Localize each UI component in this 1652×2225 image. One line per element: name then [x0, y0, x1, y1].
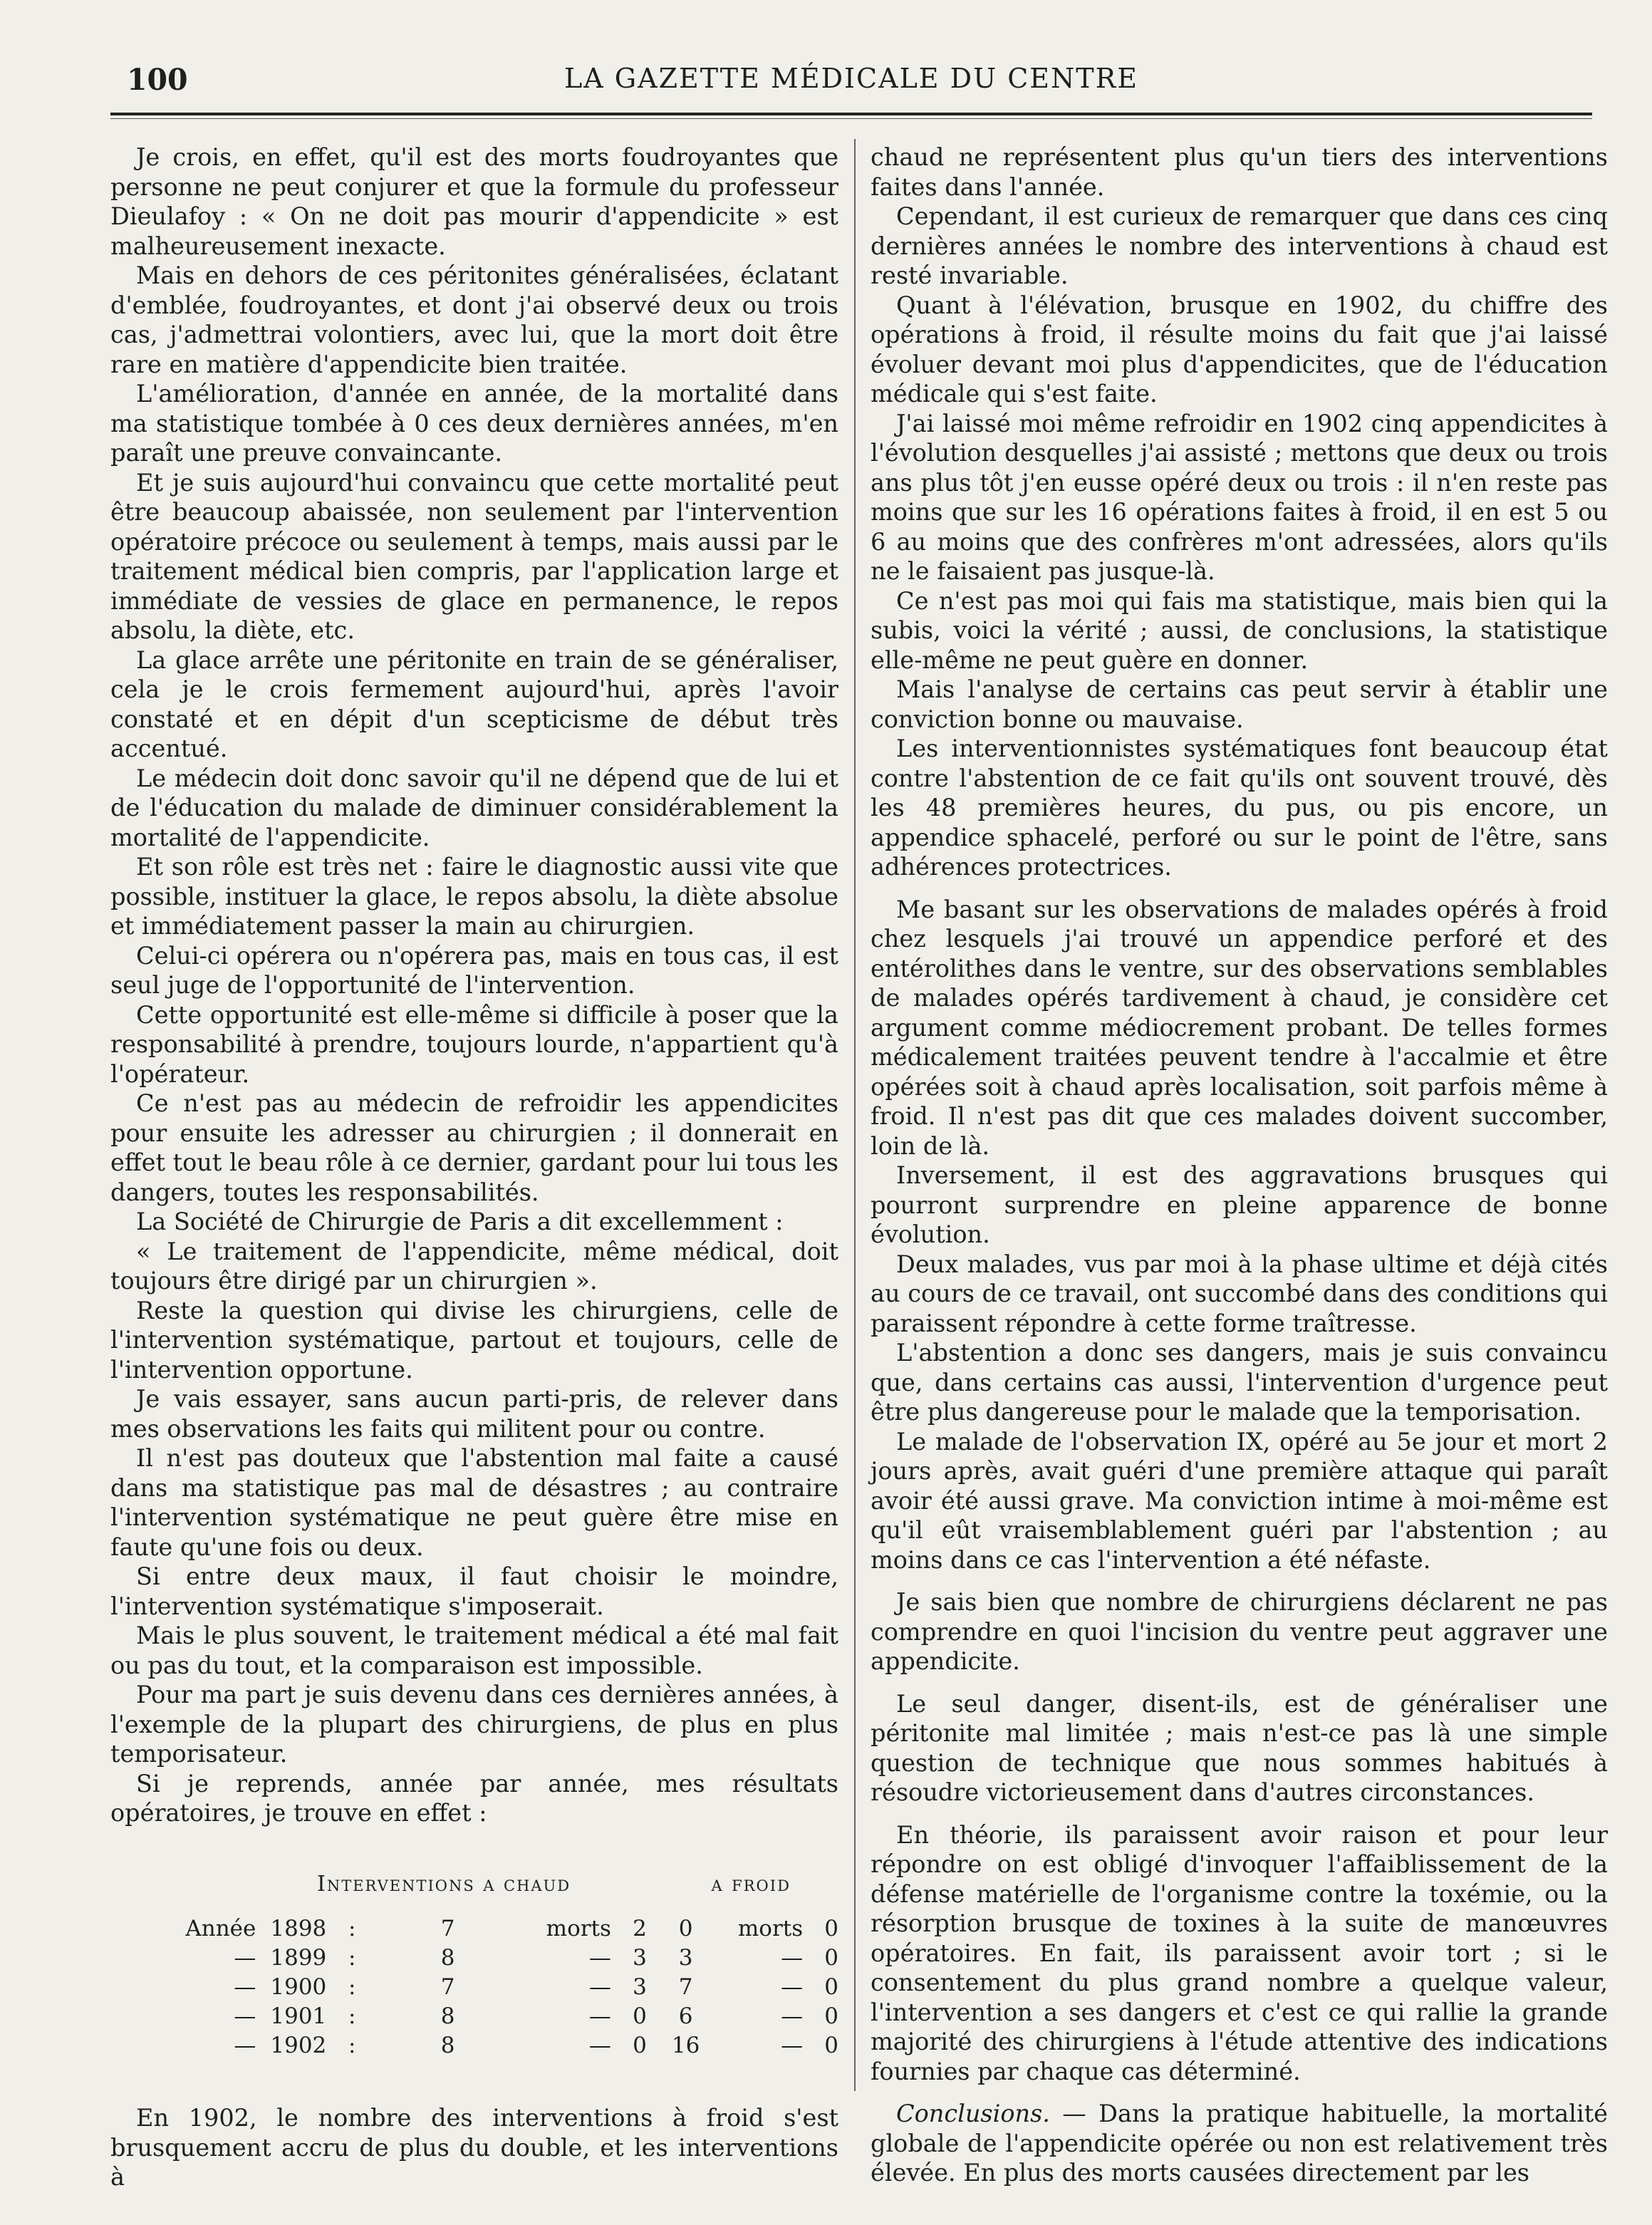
row-year: 1901 [270, 2003, 327, 2029]
paragraph: Quant à l'élévation, brusque en 1902, du chiffre des opérations à froid, il résulte moins du fait que j'ai laissé évoluer devant moi plus d'appendicites, que de l'éducation médicale qui s'est faite. [871, 291, 1608, 408]
paragraph: Me basant sur les observations de malades opérés à froid chez lesquels j'ai trouvé un appendice perforé et des entérolithes dans le ventre, sur des observations semblables de malades opérés tardivement à chaud, je considère cet argument comme médiocrement probant. De telles formes médicalement traitées peuvent tendre à l'accalmie et être opérées soit à chaud après localisation, soit parfois même à froid. Il n'est pas dit que ces malades doivent succomber, loin de là. [871, 895, 1608, 1160]
row-year: 1898 [270, 1916, 327, 1941]
right-column [871, 142, 1608, 2188]
paragraph: Je vais essayer, sans aucun parti-pris, de relever dans mes observations les faits qui militent pour ou contre. [110, 1385, 838, 1443]
paragraph: Si entre deux maux, il faut choisir le moindre, l'intervention systématique s'imposerait. [110, 1562, 838, 1620]
page-header [114, 63, 1589, 105]
header-rule-thin [110, 118, 1592, 119]
morts-froid-label: morts [737, 1916, 804, 1941]
row-label: — [234, 2033, 256, 2058]
morts-froid: 0 [824, 2003, 839, 2029]
journal-title: LA GAZETTE MÉDICALE DU CENTRE [564, 63, 1138, 94]
left-paragraphs [110, 142, 838, 1828]
morts-froid-label: — [781, 1945, 804, 1971]
paragraph: Mais l'analyse de certains cas peut servir à établir une conviction bonne ou mauvaise. [871, 675, 1608, 733]
row-label: — [234, 2003, 256, 2029]
paragraph: Et son rôle est très net : faire le diagnostic aussi vite que possible, instituer la glace, le repos absolu, la diète absolue et immédiatement passer la main au chirurgien. [110, 853, 838, 940]
left-column [110, 142, 838, 2192]
paragraph: Je crois, en effet, qu'il est des morts foudroyantes que personne ne peut conjurer et que la formule du professeur Dieulafoy : « On ne doit pas mourir d'appendicite » est malheureusement inexacte. [110, 143, 838, 260]
row-year: 1902 [270, 2033, 327, 2058]
table-row [110, 1973, 838, 2002]
morts-chaud-label: — [588, 2033, 611, 2058]
paragraph: Le médecin doit donc savoir qu'il ne dépend que de lui et de l'éducation du malade de diminuer considérablement la mortalité de l'appendicite. [110, 764, 838, 851]
paragraph: Le seul danger, disent-ils, est de généraliser une péritonite mal limitée ; mais n'est-ce pas là une simple question de technique que nous sommes habitués à résoudre victorieusement dans d'autres circonstances. [871, 1689, 1608, 1806]
morts-chaud-label: morts [546, 1916, 611, 1941]
paragraph: Deux malades, vus par moi à la phase ultime et déjà cités au cours de ce travail, ont succombé dans des conditions qui paraissent répondre à cette forme traîtresse. [871, 1250, 1608, 1337]
interventions-froid: 0 [678, 1916, 693, 1941]
interventions-froid: 6 [678, 2003, 693, 2029]
morts-chaud-label: — [588, 2003, 611, 2029]
paragraph: L'abstention a donc ses dangers, mais je suis convaincu que, dans certains cas aussi, l'intervention d'urgence peut être plus dangereuse pour le malade que la temporisation. [871, 1339, 1608, 1426]
row-colon: : [348, 2033, 356, 2058]
paragraph: Celui-ci opérera ou n'opérera pas, mais en tous cas, il est seul juge de l'opportunité de l'intervention. [110, 941, 838, 999]
paragraph: Le malade de l'observation IX, opéré au 5e jour et mort 2 jours après, avait guéri d'une première attaque qui paraît avoir été aussi grave. Ma conviction intime à moi-même est qu'il eût vraisemblablement guéri par l'abstention ; au moins dans ce cas l'intervention a été néfaste. [871, 1427, 1608, 1574]
paragraph: Ce n'est pas moi qui fais ma statistique, mais bien qui la subis, voici la vérité ; aussi, de conclusions, la statistique elle-même ne peut guère en donner. [871, 586, 1608, 674]
paragraph: Il n'est pas douteux que l'abstention mal faite a causé dans ma statistique pas mal de désastres ; au contraire l'intervention systématique ne peut guère être mise en faute qu'une fois ou deux. [110, 1444, 838, 1561]
interventions-chaud: 8 [440, 2033, 455, 2058]
paragraph: « Le traitement de l'appendicite, même médical, doit toujours être dirigé par un chirurgien ». [110, 1237, 838, 1295]
right-paragraphs [871, 142, 1608, 2086]
morts-chaud: 0 [633, 2033, 647, 2058]
interventions-chaud: 7 [440, 1916, 455, 1941]
interventions-froid: 7 [678, 1974, 693, 2000]
morts-froid-label: — [781, 1974, 804, 2000]
paragraph: J'ai laissé moi même refroidir en 1902 cinq appendicites à l'évolution desquelles j'ai assisté ; mettons que deux ou trois ans plus tôt j'en eusse opéré deux ou trois : il n'en reste pas moins que sur les 16 opérations faites à froid, il en est 5 ou 6 au moins que des confrères m'ont adressées, alors qu'ils ne le faisaient pas jusque-là. [871, 409, 1608, 585]
row-year: 1900 [270, 1974, 327, 2000]
row-colon: : [348, 2003, 356, 2029]
conclusion-paragraph [871, 2099, 1608, 2188]
row-label: Année [185, 1916, 256, 1941]
morts-froid: 0 [824, 1974, 839, 2000]
morts-chaud: 2 [633, 1916, 647, 1941]
paragraph: La Société de Chirurgie de Paris a dit excellemment : [136, 1208, 784, 1235]
paragraph: Ce n'est pas au médecin de refroidir les appendicites pour ensuite les adresser au chirurgien ; il donnerait en effet tout le beau rôle à ce dernier, gardant pour lui tous les dangers, toutes les responsabilités. [110, 1089, 838, 1206]
paragraph: Si je reprends, année par année, mes résultats opératoires, je trouve en effet : [110, 1769, 838, 1827]
table-row [110, 2031, 838, 2060]
interventions-froid: 3 [678, 1945, 693, 1971]
conclusion-label: Conclusions. [896, 2100, 1050, 2127]
paragraph: La glace arrête une péritonite en train de se généraliser, cela je le crois fermement aujourd'hui, après l'avoir constaté et en dépit d'un scepticisme de début très accentué. [110, 645, 838, 762]
morts-chaud: 3 [633, 1974, 647, 2000]
row-colon: : [348, 1916, 356, 1941]
morts-froid-label: — [781, 2033, 804, 2058]
interventions-chaud: 8 [440, 1945, 455, 1971]
paragraph: chaud ne représentent plus qu'un tiers des interventions faites dans l'année. [871, 143, 1608, 201]
morts-chaud-label: — [588, 1945, 611, 1971]
morts-froid-label: — [781, 2003, 804, 2029]
conclusion-text: — Dans la pratique habituelle, la mortalité globale de l'appendicite opérée ou non est relativement très élevée. En plus des morts causées directement par les [871, 2100, 1608, 2187]
table-header [110, 1869, 838, 1899]
row-year: 1899 [270, 1945, 327, 1971]
interventions-froid: 16 [671, 2033, 700, 2058]
paragraph: Cette opportunité est elle-même si difficile à poser que la responsabilité à prendre, toujours lourde, n'appartient qu'à l'opérateur. [110, 1000, 838, 1088]
paragraph: Cependant, il est curieux de remarquer que dans ces cinq dernières années le nombre des interventions à chaud est resté invariable. [871, 202, 1608, 289]
morts-froid: 0 [824, 1945, 839, 1971]
morts-chaud-label: — [588, 1974, 611, 2000]
paragraph: Les interventionnistes systématiques font beaucoup état contre l'abstention de ce fait qu'ils ont souvent trouvé, dès les 48 premières heures, du pus, ou pis encore, un appendice sphacelé, perforé ou sur le point de l'être, sans adhérences protectrices. [871, 735, 1608, 881]
paragraph: Mais en dehors de ces péritonites généralisées, éclatant d'emblée, foudroyantes, et dont j'ai observé deux ou trois cas, j'admettrai volontiers, avec lui, que la mort doit être rare en matière d'appendicite bien traitée. [110, 261, 838, 378]
interventions-table [110, 1869, 838, 2061]
header-chaud: Interventions a chaud [317, 1871, 571, 1897]
morts-froid: 0 [824, 1916, 839, 1941]
interventions-chaud: 7 [440, 1974, 455, 2000]
header-froid: a froid [711, 1871, 791, 1897]
table-row [110, 1914, 838, 1944]
row-label: — [234, 1945, 256, 1971]
row-colon: : [348, 1974, 356, 2000]
morts-chaud: 3 [633, 1945, 647, 1971]
table-rows [110, 1914, 838, 2060]
row-colon: : [348, 1945, 356, 1971]
column-divider [854, 139, 856, 2091]
table-row [110, 2002, 838, 2031]
table-row [110, 1944, 838, 1973]
paragraph: Pour ma part je suis devenu dans ces dernières années, à l'exemple de la plupart des chirurgiens, de plus en plus temporisateur. [110, 1681, 838, 1768]
paragraph: Mais le plus souvent, le traitement médical a été mal fait ou pas du tout, et la comparaison est impossible. [110, 1622, 838, 1679]
paragraph: Reste la question qui divise les chirurgiens, celle de l'intervention systématique, partout et toujours, celle de l'intervention opportune. [110, 1296, 838, 1384]
paragraph: En théorie, ils paraissent avoir raison et pour leur répondre on est obligé d'invoquer l'affaiblissement de la défense matérielle de l'organisme contre la toxémie, ou la résorption brusque de toxines à la suite de manœuvres opératoires. En fait, ils paraissent avoir tort ; si le consentement du plus grand nombre a quelque valeur, l'intervention a ses dangers et c'est ce qui rallie la grande majorité des chirurgiens à l'étude attentive des indications fournies par chaque cas déterminé. [871, 1820, 1608, 2085]
morts-froid: 0 [824, 2033, 839, 2058]
paragraph: Je sais bien que nombre de chirurgiens déclarent ne pas comprendre en quoi l'incision du ventre peut aggraver une appendicite. [871, 1588, 1608, 1675]
paragraph: Et je suis aujourd'hui convaincu que cette mortalité peut être beaucoup abaissée, non seulement par l'intervention opératoire précoce ou seulement à temps, mais aussi par le traitement médical bien compris, par l'application large et immédiate de vessies de glace en permanence, le repos absolu, la diète, etc. [110, 468, 838, 644]
paragraph: Inversement, il est des aggravations brusques qui pourront surprendre en pleine apparence de bonne évolution. [871, 1161, 1608, 1248]
header-rule [110, 113, 1592, 115]
row-label: — [234, 1974, 256, 2000]
morts-chaud: 0 [633, 2003, 647, 2029]
page-number: 100 [127, 63, 188, 97]
paragraph: L'amélioration, d'année en année, de la mortalité dans ma statistique tombée à 0 ces deux dernières années, m'en paraît une preuve convaincante. [110, 380, 838, 467]
interventions-chaud: 8 [440, 2003, 455, 2029]
paragraph-after-table: En 1902, le nombre des interventions à froid s'est brusquement accru de plus du double, et les interventions à [110, 2104, 838, 2191]
